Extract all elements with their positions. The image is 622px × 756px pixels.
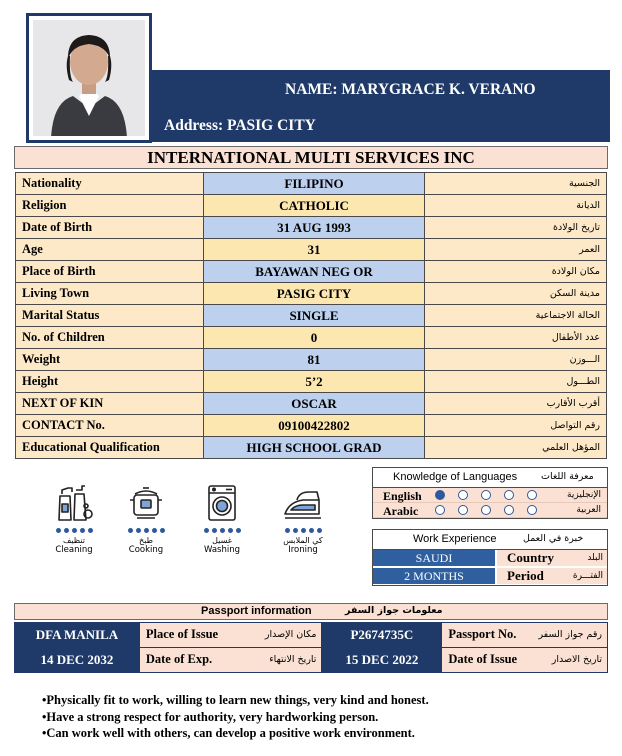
personal-info-table	[15, 172, 607, 459]
work-period-value: 2 MONTHS	[373, 568, 495, 584]
info-label: Date of Birth	[16, 217, 204, 239]
applicant-address: Address: PASIG CITY	[164, 117, 316, 134]
cooking-pot-icon	[126, 480, 166, 526]
washing-machine-icon	[202, 480, 242, 526]
info-value: FILIPINO	[203, 173, 425, 195]
info-label: Religion	[16, 195, 204, 217]
work-country-value: SAUDI	[373, 550, 495, 566]
info-label: Height	[16, 371, 204, 393]
info-label-arabic: الديانة	[425, 195, 607, 217]
info-label-arabic: الحالة الاجتماعية	[425, 305, 607, 327]
skill-ironing: كي الملابس Ironing	[268, 480, 338, 555]
info-label-arabic: الطـــول	[425, 371, 607, 393]
info-value: 5’2	[203, 371, 425, 393]
info-label: Marital Status	[16, 305, 204, 327]
skill-level-dots	[187, 528, 257, 533]
info-label: Age	[16, 239, 204, 261]
photo-frame	[26, 13, 152, 143]
skill-washing: غسيل Washing	[187, 480, 257, 555]
info-label-arabic: تاريخ الولادة	[425, 217, 607, 239]
quality-item: •Can work well with others, can develop a positive work environment.	[42, 726, 415, 740]
info-label-arabic: رقم التواصل	[425, 415, 607, 437]
languages-header: Knowledge of Languages معرفة اللغات	[373, 468, 607, 488]
quality-item: •Physically fit to work, willing to learn new things, very kind and honest.	[42, 693, 429, 707]
info-label-arabic: الجنسية	[425, 173, 607, 195]
applicant-photo	[33, 20, 145, 136]
info-label-arabic: العمر	[425, 239, 607, 261]
work-row-country: SAUDI Country البلد	[373, 550, 607, 568]
info-label: No. of Children	[16, 327, 204, 349]
info-label-arabic: الـــوزن	[425, 349, 607, 371]
language-level	[435, 490, 537, 500]
languages-panel	[372, 467, 608, 519]
work-row-period: 2 MONTHS Period الفتـــرة	[373, 568, 607, 586]
language-level	[435, 505, 537, 515]
info-label-arabic: عدد الأطفال	[425, 327, 607, 349]
passport-expiry-date: 14 DEC 2032	[15, 648, 140, 673]
skill-level-dots	[111, 528, 181, 533]
info-value: BAYAWAN NEG OR	[203, 261, 425, 283]
info-label-arabic: أقرب الأقارب	[425, 393, 607, 415]
info-row	[16, 305, 607, 327]
work-experience-header: Work Experience خبرة في العمل	[373, 530, 607, 550]
passport-number: P2674735C	[322, 623, 442, 648]
info-value: 31	[203, 239, 425, 261]
info-row	[16, 437, 607, 459]
language-row-english: English الإنجليزية	[373, 488, 607, 503]
info-row	[16, 261, 607, 283]
language-row-arabic: Arabic العربية	[373, 503, 607, 518]
info-label: CONTACT No.	[16, 415, 204, 437]
info-label: Place of Birth	[16, 261, 204, 283]
quality-item: •Have a strong respect for authority, very hardworking person.	[42, 709, 379, 724]
skill-level-dots	[39, 528, 109, 533]
info-label: Weight	[16, 349, 204, 371]
info-value: PASIG CITY	[203, 283, 425, 305]
info-value: 0	[203, 327, 425, 349]
info-value: OSCAR	[203, 393, 425, 415]
info-label: Living Town	[16, 283, 204, 305]
work-experience-panel	[372, 529, 608, 586]
passport-issue-date: 15 DEC 2022	[322, 648, 442, 673]
info-row	[16, 349, 607, 371]
info-row	[16, 239, 607, 261]
info-row	[16, 327, 607, 349]
info-row	[16, 217, 607, 239]
info-row	[16, 371, 607, 393]
passport-place-of-issue: DFA MANILA	[15, 623, 140, 648]
skill-cooking: طبخ Cooking	[111, 480, 181, 555]
info-value: 09100422802	[203, 415, 425, 437]
info-label-arabic: المؤهل العلمي	[425, 437, 607, 459]
info-value: HIGH SCHOOL GRAD	[203, 437, 425, 459]
skill-level-dots	[268, 528, 338, 533]
personal-qualities	[42, 692, 429, 742]
info-label-arabic: مكان الولادة	[425, 261, 607, 283]
cleaning-icon	[54, 480, 94, 526]
passport-header: Passport information معلومات جواز السفر	[14, 603, 608, 620]
info-label: NEXT OF KIN	[16, 393, 204, 415]
info-label: Nationality	[16, 173, 204, 195]
passport-table: DFA MANILA Place of Issue مكان الإصدار P2674735C Passport No. رقم جواز السفر 14 DEC 2032 Date of Exp. تاريخ الانتهاء 15 DEC 2022 Date of Issue تاريخ الاصدار	[14, 622, 608, 673]
info-row	[16, 415, 607, 437]
info-label: Educational Qualification	[16, 437, 204, 459]
info-row	[16, 283, 607, 305]
info-value: 81	[203, 349, 425, 371]
company-name: INTERNATIONAL MULTI SERVICES INC	[14, 146, 608, 169]
applicant-name: NAME: MARYGRACE K. VERANO	[285, 81, 536, 98]
info-label-arabic: مدينة السكن	[425, 283, 607, 305]
skill-cleaning: تنظيف Cleaning	[39, 480, 109, 555]
info-value: CATHOLIC	[203, 195, 425, 217]
info-value: SINGLE	[203, 305, 425, 327]
info-value: 31 AUG 1993	[203, 217, 425, 239]
iron-icon	[281, 480, 325, 526]
info-row	[16, 393, 607, 415]
info-row	[16, 195, 607, 217]
info-row	[16, 173, 607, 195]
